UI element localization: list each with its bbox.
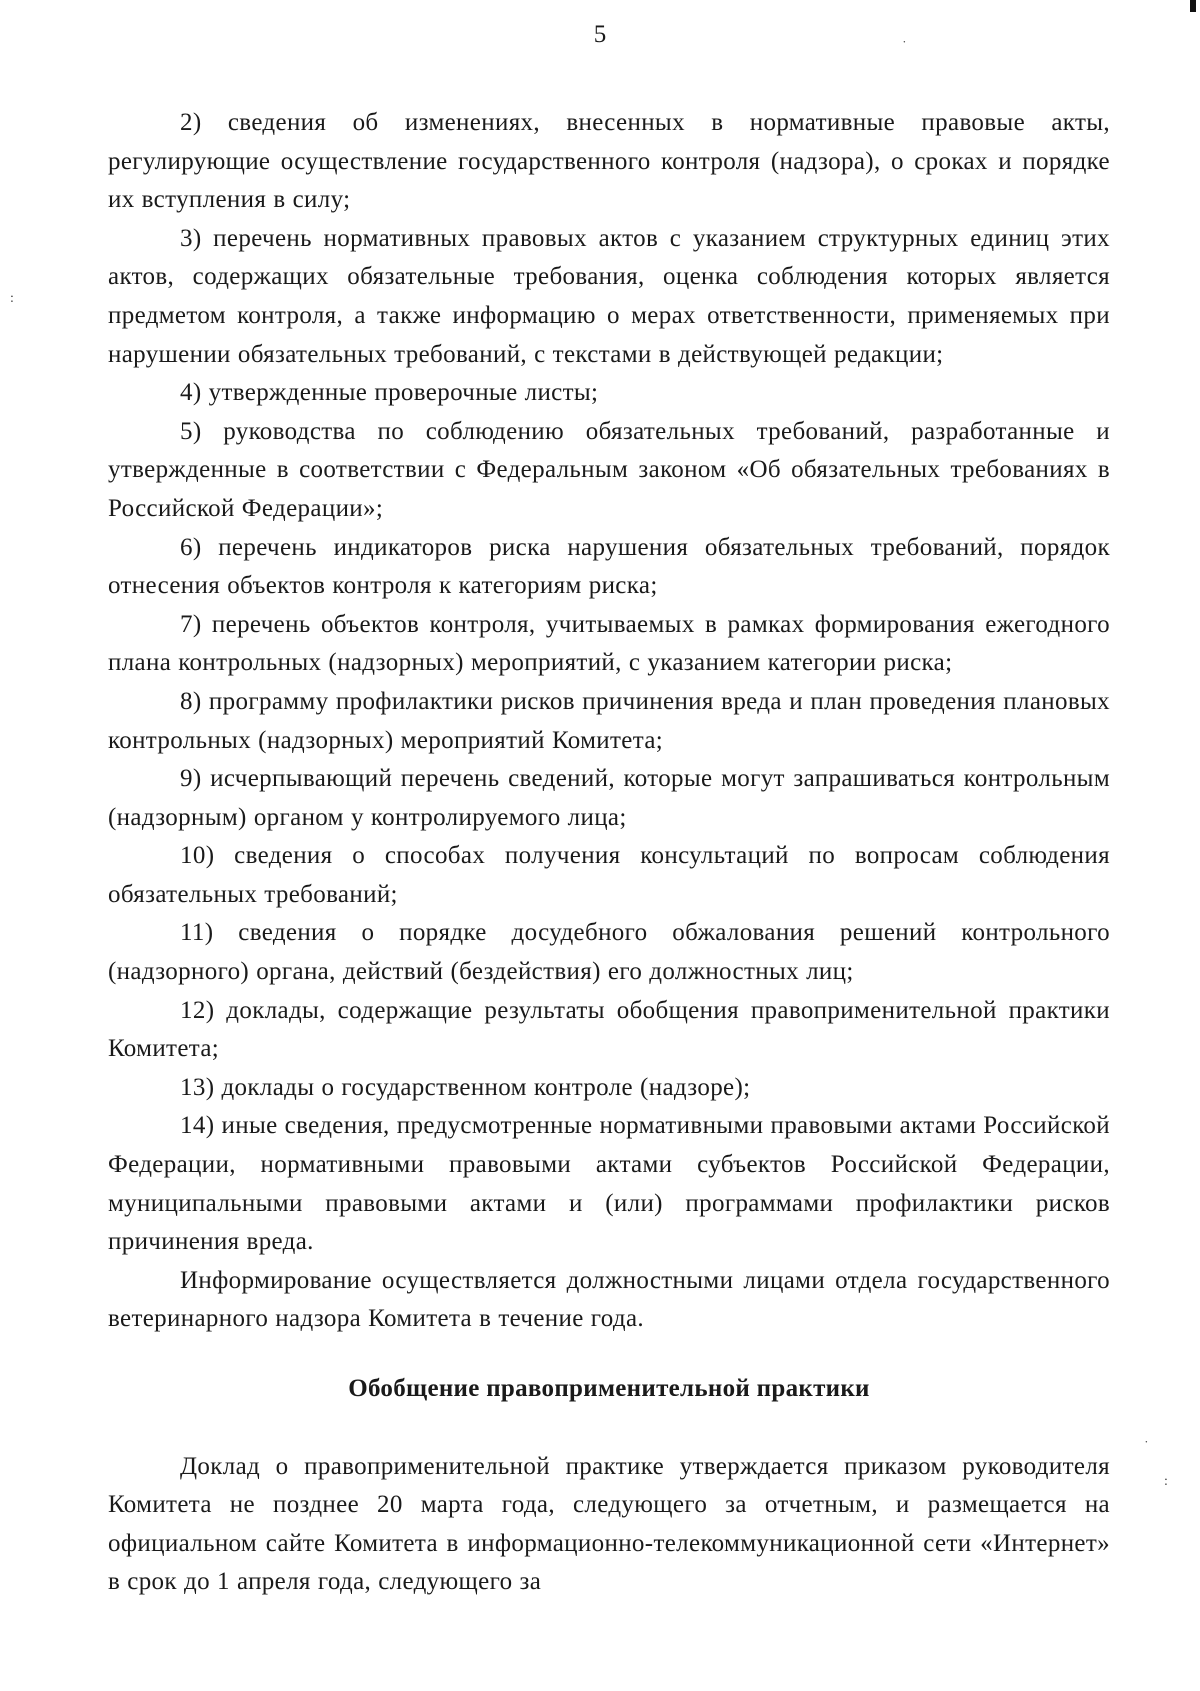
page-number: 5 [593, 21, 607, 48]
list-item: 2) сведения об изменениях, внесенных в нормативные правовые акты, регулирующие осуществление государственного контроля (надзора), о сроках и порядке их вступления в силу; [108, 109, 1110, 214]
list-item: 11) сведения о порядке досудебного обжалования решений контрольного (надзорного) органа, действий (бездействия) его должностных лиц; [108, 919, 1110, 986]
list-item: 3) перечень нормативных правовых актов с указанием структурных единиц этих актов, содержащих обязательные требования, оценка соблюдения которых является предметом контроля, а также информацию о мерах ответственности, применяемых при нарушении обязательных требований, с текстами в действующей редакции; [108, 224, 1110, 368]
scan-speck: : [10, 291, 14, 306]
list-item: 12) доклады, содержащие результаты обобщения правоприменительной практики Комитета; [108, 996, 1110, 1063]
list-item: 9) исчерпывающий перечень сведений, которые могут запрашиваться контрольным (надзорным) органом у контролируемого лица; [108, 765, 1110, 831]
list-item: 7) перечень объектов контроля, учитываемых в рамках формирования ежегодного плана контрольных (надзорных) мероприятий, с указанием категории риска; [108, 610, 1110, 677]
list-item: 6) перечень индикаторов риска нарушения обязательных требований, порядок отнесения объектов контроля к категориям риска; [108, 533, 1110, 600]
list-item: 13) доклады о государственном контроле (надзоре); [180, 1073, 751, 1101]
report-paragraph: Доклад о правоприменительной практике утверждается приказом руководителя Комитета не позднее 20 марта года, следующего за отчетным, и размещается на официальном сайте Комитета в информационно-телекоммуникационной сети «Интернет» в срок до 1 апреля года, следующего за [108, 1452, 1110, 1596]
list-item: 8) программу профилактики рисков причинения вреда и план проведения плановых контрольных (надзорных) мероприятий Комитета; [108, 687, 1110, 754]
informing-paragraph: Информирование осуществляется должностными лицами отдела государственного ветеринарного надзора Комитета в течение года. [108, 1266, 1110, 1333]
list-item: 4) утвержденные проверочные листы; [180, 379, 599, 407]
scan-speck: : [1164, 1474, 1168, 1489]
document-body [108, 104, 1110, 1602]
scan-corner-mark [1190, 0, 1196, 12]
list-item: 5) руководства по соблюдению обязательных требований, разработанные и утвержденные в соответствии с Федеральным законом «Об обязательных требованиях в Российской Федерации»; [108, 417, 1110, 522]
section-heading: Обобщение правоприменительной практики [348, 1375, 870, 1402]
list-item: 10) сведения о способах получения консультаций по вопросам соблюдения обязательных требований; [108, 842, 1110, 908]
scan-speck: ˙ [1144, 1439, 1149, 1454]
scan-speck: ˙ [902, 39, 907, 54]
list-item: 14) иные сведения, предусмотренные нормативными правовыми актами Российской Федерации, нормативными правовыми актами субъектов Российской Федерации, муниципальными правовыми актами и (или) программами профилактики рисков причинения вреда. [108, 1112, 1110, 1256]
